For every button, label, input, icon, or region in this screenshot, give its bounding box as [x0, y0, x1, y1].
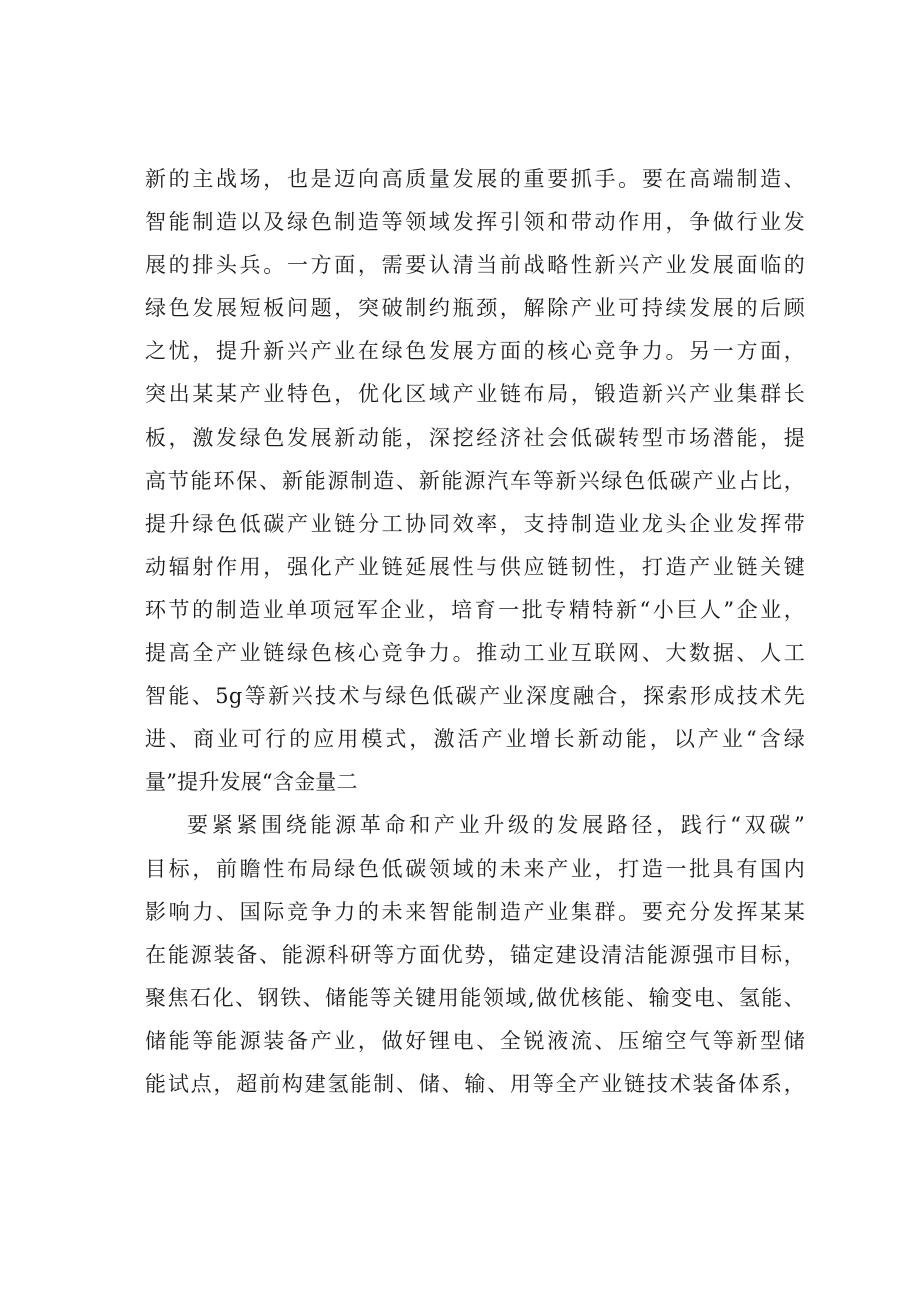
- paragraph-1: [145, 158, 805, 804]
- text-line: 板，激发绿色发展新动能，深挖经济社会低碳转型市场潜能，提: [145, 425, 805, 450]
- text-line: 进、商业可行的应用模式，激活产业增长新动能，以产业“含绿: [145, 727, 805, 752]
- text-line: 环节的制造业单项冠军企业，培育一批专精特新“小巨人”企业，: [145, 597, 805, 622]
- text-line: 展的排头兵。一方面，需要认清当前战略性新兴产业发展面临的: [145, 253, 805, 278]
- text-line: 目标，前瞻性布局绿色低碳领域的未来产业，打造一批具有国内: [145, 856, 805, 881]
- text-line: 绿色发展短板问题，突破制约瓶颈，解除产业可持续发展的后顾: [145, 296, 805, 321]
- text-line: 智能制造以及绿色制造等领域发挥引领和带动作用，争做行业发: [145, 210, 805, 235]
- text-line: 提升绿色低碳产业链分工协同效率，支持制造业龙头企业发挥带: [145, 511, 805, 536]
- text-line: 高节能环保、新能源制造、新能源汽车等新兴绿色低碳产业占比，: [145, 468, 805, 493]
- text-line: 聚焦石化、钢铁、储能等关键用能领域,做优核能、输变电、氢能、: [145, 985, 805, 1010]
- text-line: 在能源装备、能源科研等方面优势，锚定建设清洁能源强市目标，: [145, 942, 805, 967]
- text-line: 能试点，超前构建氢能制、储、输、用等全产业链技术装备体系，: [145, 1071, 805, 1096]
- text-line: 智能、5g等新兴技术与绿色低碳产业深度融合，探索形成技术先: [145, 684, 805, 709]
- text-line: 提高全产业链绿色核心竞争力。推动工业互联网、大数据、人工: [145, 641, 805, 666]
- text-line: 储能等能源装备产业，做好锂电、全锐液流、压缩空气等新型储: [145, 1028, 805, 1053]
- text-line: 新的主战场，也是迈向高质量发展的重要抓手。要在高端制造、: [145, 167, 805, 191]
- text-line: 之忧，提升新兴产业在绿色发展方面的核心竞争力。另一方面，: [145, 339, 805, 364]
- paragraph-2: [145, 804, 805, 1106]
- text-line: 量”提升发展“含金量二: [145, 770, 358, 795]
- text-line: 要紧紧围绕能源革命和产业升级的发展路径，践行“双碳”: [187, 813, 805, 838]
- text-line: 动辐射作用，强化产业链延展性与供应链韧性，打造产业链关键: [145, 554, 805, 579]
- text-line: 突出某某产业特色，优化区域产业链布局，锻造新兴产业集群长: [145, 382, 805, 407]
- document-body: [145, 158, 805, 1106]
- text-line: 影响力、国际竞争力的未来智能制造产业集群。要充分发挥某某: [145, 899, 805, 924]
